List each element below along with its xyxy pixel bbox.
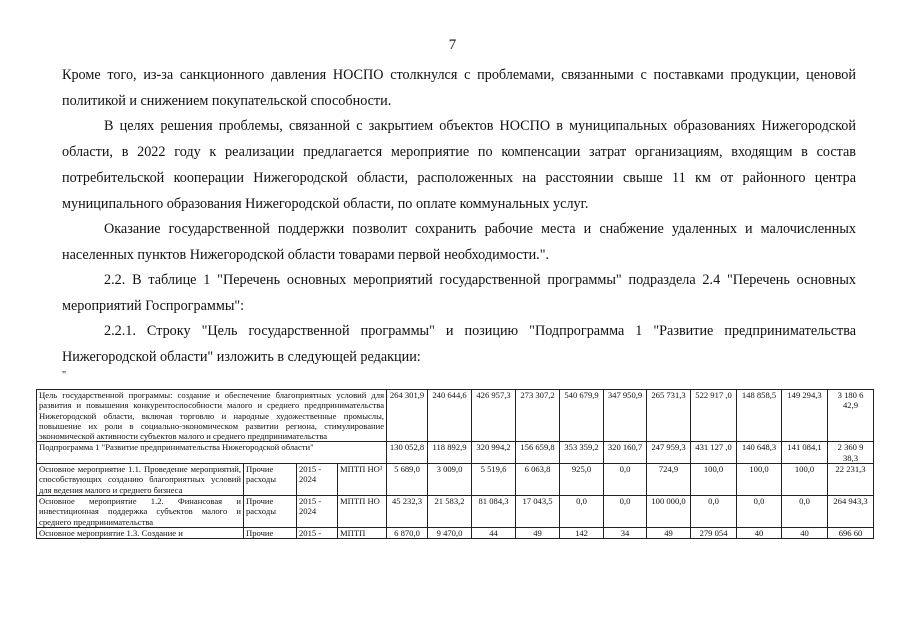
value-cell: 148 858,5 [737, 390, 782, 442]
value-cell: 49 [516, 527, 560, 538]
value-cell: 130 052,8 [387, 442, 428, 464]
expense-type: Прочие расходы [244, 464, 297, 496]
value-cell: 0,0 [604, 495, 647, 527]
value-cell: 431 127 ,0 [691, 442, 737, 464]
paragraph-table-amendment: 2.2. В таблице 1 "Перечень основных мероприятий государственной программы" подраздела 2.4 "Перечень основных мероприятий Госпрограммы": [62, 272, 856, 314]
period: 2015 - [297, 527, 338, 538]
page-number: 7 [448, 37, 457, 53]
value-cell: 21 583,2 [428, 495, 472, 527]
value-cell: 279 054 [691, 527, 737, 538]
value-cell: 3 009,0 [428, 464, 472, 496]
value-cell: 142 [560, 527, 604, 538]
value-cell: 264 943,3 [828, 495, 874, 527]
executor: МПТП [338, 527, 387, 538]
subprogram-text: Подпрограмма 1 "Развитие предпринимательства Нижегородской области" [37, 442, 387, 464]
value-cell: 141 084,1 [782, 442, 828, 464]
period: 2015 - 2024 [297, 495, 338, 527]
value-cell: 540 679,9 [560, 390, 604, 442]
value-cell: 9 470,0 [428, 527, 472, 538]
value-cell: 5 519,6 [472, 464, 516, 496]
value-cell: 696 60 [828, 527, 874, 538]
value-cell: 3 180 6 42,9 [828, 390, 874, 442]
value-cell: 40 [782, 527, 828, 538]
program-measures-table [36, 389, 874, 539]
paragraph-compensation-measure: В целях решения проблемы, связанной с закрытием объектов НОСПО в муниципальных образованиях Нижегородской области, в 2022 году к реализации предлагается мероприятие по компенсации затрат организациям, входящим в состав потребительской кооперации Нижегородской области, расположенных на расстоянии свыше 11 км от районного центра муниципального образования Нижегородской области, по оплате коммунальных услуг. [62, 118, 856, 212]
value-cell: 0,0 [782, 495, 828, 527]
value-cell: 426 957,3 [472, 390, 516, 442]
goal-text: Цель государственной программы: создание и обеспечение благоприятных условий для развития и повышения конкурентоспособности малого и среднего предпринимательства Нижегородской области, включая торговлю и народные художественные промыслы, повышение их роли в социально-экономическом развитии региона, стимулирование экономической активности субъектов малого и среднего предпринимательства [37, 390, 387, 442]
value-cell: 156 659,8 [516, 442, 560, 464]
table-row-measure-1-1 [37, 464, 874, 496]
expense-type: Прочие [244, 527, 297, 538]
value-cell: 5 689,0 [387, 464, 428, 496]
value-cell: 81 084,3 [472, 495, 516, 527]
value-cell: 264 301,9 [387, 390, 428, 442]
paragraph-sanctions: Кроме того, из-за санкционного давления НОСПО столкнулся с проблемами, связанными с поставками продукции, ценовой политикой и снижением покупательской способности. [62, 67, 856, 109]
value-cell: 347 950,9 [604, 390, 647, 442]
measure-text: Основное мероприятие 1.2. Финансовая и инвестиционная поддержка субъектов малого и среднего предпринимательства [37, 495, 244, 527]
table-row-measure-1-3 [37, 527, 874, 538]
value-cell: 0,0 [737, 495, 782, 527]
measure-text: Основное мероприятие 1.3. Создание и [37, 527, 244, 538]
value-cell: 44 [472, 527, 516, 538]
table-row-goal [37, 390, 874, 442]
value-cell: 118 892,9 [428, 442, 472, 464]
value-cell: 247 959,3 [647, 442, 691, 464]
value-cell: 522 917 ,0 [691, 390, 737, 442]
paragraph-state-support: Оказание государственной поддержки позволит сохранить рабочие места и снабжение удаленных и малочисленных населенных пунктов Нижегородской области товарами первой необходимости.". [62, 221, 856, 263]
paragraph-row-amendment: 2.2.1. Строку "Цель государственной программы" и позицию "Подпрограмма 1 "Развитие предпринимательства Нижегородской области" изложить в следующей редакции: [62, 323, 856, 365]
value-cell: 0,0 [691, 495, 737, 527]
measure-text: Основное мероприятие 1.1. Проведение мероприятий, способствующих созданию благоприятных условий для ведения малого и среднего бизнеса [37, 464, 244, 496]
value-cell: 6 063,8 [516, 464, 560, 496]
value-cell: 100,0 [737, 464, 782, 496]
table-row-measure-1-2 [37, 495, 874, 527]
value-cell: 17 043,5 [516, 495, 560, 527]
value-cell: 724,9 [647, 464, 691, 496]
value-cell: 353 359,2 [560, 442, 604, 464]
value-cell: 22 231,3 [828, 464, 874, 496]
period: 2015 - 2024 [297, 464, 338, 496]
value-cell: 140 648,3 [737, 442, 782, 464]
value-cell: 149 294,3 [782, 390, 828, 442]
table-row-subprogram [37, 442, 874, 464]
value-cell: 265 731,3 [647, 390, 691, 442]
value-cell: 49 [647, 527, 691, 538]
value-cell: 100,0 [691, 464, 737, 496]
value-cell: 0,0 [560, 495, 604, 527]
value-cell: 0,0 [604, 464, 647, 496]
value-cell: 34 [604, 527, 647, 538]
value-cell: 320 160,7 [604, 442, 647, 464]
executor: МПТП НО¹ [338, 464, 387, 496]
opening-quote-mark: " [62, 370, 67, 381]
value-cell: 925,0 [560, 464, 604, 496]
value-cell: 100,0 [782, 464, 828, 496]
value-cell: 100 000,0 [647, 495, 691, 527]
executor: МПТП НО [338, 495, 387, 527]
value-cell: 2 360 9 38,3 [828, 442, 874, 464]
value-cell: 45 232,3 [387, 495, 428, 527]
value-cell: 273 307,2 [516, 390, 560, 442]
value-cell: 240 644,6 [428, 390, 472, 442]
value-cell: 40 [737, 527, 782, 538]
value-cell: 6 870,0 [387, 527, 428, 538]
value-cell: 320 994,2 [472, 442, 516, 464]
expense-type: Прочие расходы [244, 495, 297, 527]
